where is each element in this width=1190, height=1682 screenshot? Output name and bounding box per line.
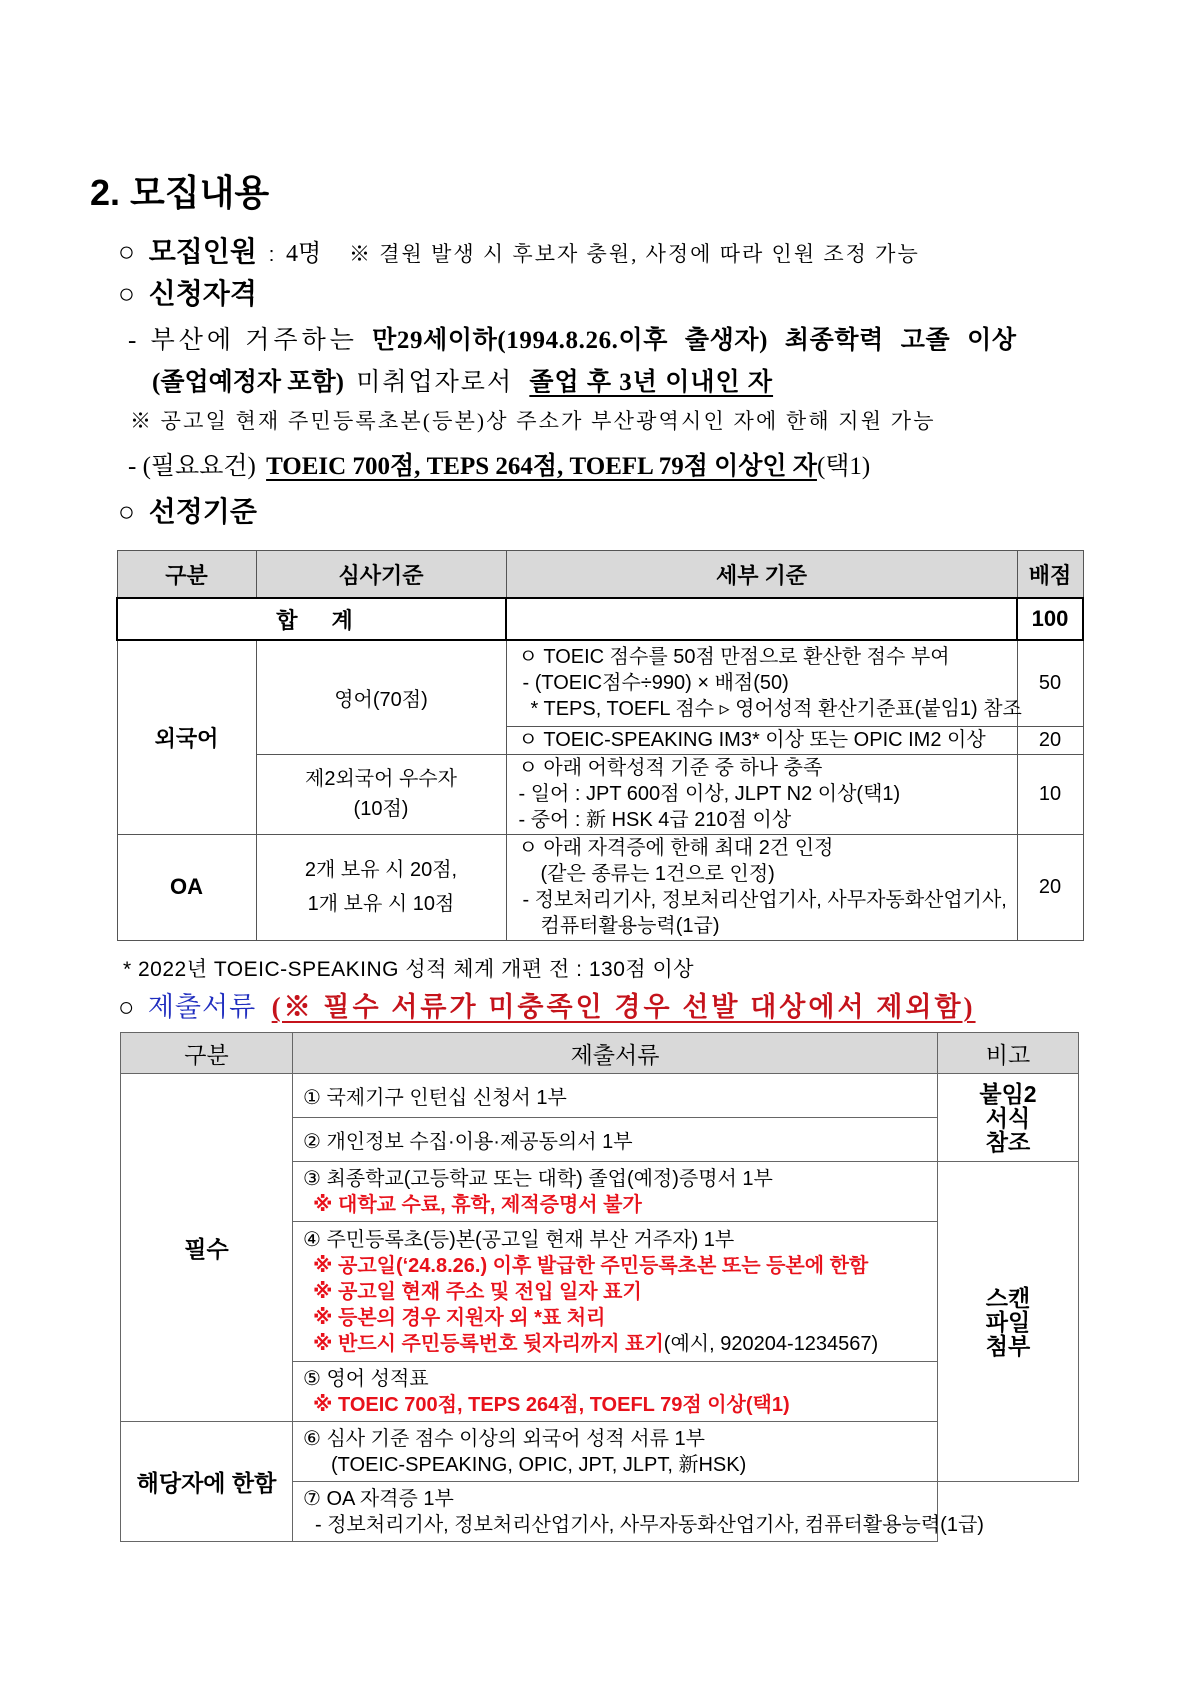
second-language-criteria	[256, 754, 506, 834]
doc-item-4-title: ④ 주민등록초(등)본(공고일 현재 부산 거주자) 1부	[303, 1228, 735, 1251]
section-title: 모집내용	[130, 172, 270, 213]
doc-item-5	[293, 1362, 938, 1422]
second-line-2: - 일어 : JPT 600점 이상, JLPT N2 이상(택1)	[518, 783, 901, 805]
documents-bullet: ○	[118, 992, 135, 1022]
recruit-count: 4명	[286, 241, 322, 267]
selection-footnote: * 2022년 TOEIC-SPEAKING 성적 체계 개편 전 : 130점 이상	[123, 958, 695, 981]
oa-criteria	[256, 834, 506, 940]
documents-table	[120, 1032, 1079, 1542]
eligibility-note: ※ 공고일 현재 주민등록초본(등본)상 주소가 부산광역시인 자에 한해 지원 가능	[130, 409, 936, 433]
selection-header-score: 배점	[1017, 551, 1083, 599]
second-line-3: - 중어 : 新 HSK 4급 210점 이상	[518, 809, 792, 831]
selection-bullet: ○	[118, 496, 135, 527]
selection-header-criteria: 심사기준	[256, 551, 506, 599]
doc-item-4-note-4-bold: ※ 반드시 주민등록번호 뒷자리까지 표기	[313, 1332, 664, 1355]
documents-label: 제출서류	[147, 992, 257, 1022]
oa-criteria-line-1: 2개 보유 시 20점,	[304, 859, 458, 881]
doc-item-1: ① 국제기구 인턴십 신청서 1부	[293, 1074, 938, 1118]
doc-item-4-note-2: ※ 공고일 현재 주소 및 전입 일자 표기	[313, 1280, 642, 1303]
second-language-label: 제2외국어 우수자	[305, 768, 457, 790]
english-score: 50	[1017, 640, 1083, 726]
eligibility-requirement	[128, 446, 870, 482]
oa-line-2: (같은 종류는 1건으로 인정)	[540, 863, 775, 885]
eligibility-req-underlined: TOEIC 700점, TEPS 264점, TOEFL 79점 이상인 자	[266, 453, 817, 480]
recruit-label: 모집인원	[148, 236, 257, 267]
selection-heading	[118, 490, 257, 530]
english-line-3: * TEPS, TOEFL 점수 ▹ 영어성적 환산기준표(붙임1) 참조	[530, 698, 1022, 721]
oa-line-1: ㅇ 아래 자격증에 한해 최대 2건 인정	[518, 837, 834, 859]
oa-score: 20	[1017, 834, 1083, 940]
doc-item-5-title: ⑤ 영어 성적표	[303, 1367, 429, 1390]
eligibility-line1-prefix: - 부산에 거주하는	[128, 327, 358, 354]
selection-header-detail: 세부 기준	[506, 551, 1017, 599]
doc-item-5-note: ※ TOEIC 700점, TEPS 264점, TOEFL 79점 이상(택1)	[313, 1393, 790, 1416]
oa-line-3: - 정보처리기사, 정보처리산업기사, 사무자동화산업기사,	[522, 889, 1007, 911]
section-number: 2.	[90, 172, 121, 213]
recruit-bullet: ○	[118, 236, 135, 267]
eligibility-line1-bold: 만29세이하(1994.8.26.이후 출생자) 최종학력 고졸 이상	[372, 327, 1017, 354]
selection-table	[116, 550, 1084, 941]
eligibility-label: 신청자격	[148, 278, 257, 309]
required-label: 필수	[121, 1074, 293, 1422]
eligibility-line1	[128, 320, 1017, 356]
doc-item-3	[293, 1162, 938, 1222]
documents-header-category: 구분	[121, 1033, 293, 1074]
doc-item-7-title: ⑦ OA 자격증 1부	[303, 1487, 454, 1510]
doc-item-4-note-4-plain: (예시, 920204-1234567)	[663, 1332, 879, 1355]
second-language-points: (10점)	[353, 798, 409, 820]
recruit-row	[118, 230, 920, 270]
total-label: 합 계	[117, 598, 506, 640]
speaking-score: 20	[1017, 726, 1083, 754]
speaking-detail: ㅇ TOEIC-SPEAKING IM3* 이상 또는 OPIC IM2 이상	[506, 726, 1017, 754]
total-detail	[506, 598, 1017, 640]
selection-header-category: 구분	[117, 551, 256, 599]
doc-item-3-title: ③ 최종학교(고등학교 또는 대학) 졸업(예정)증명서 1부	[303, 1167, 773, 1190]
doc-item-2: ② 개인정보 수집·이용·제공동의서 1부	[293, 1118, 938, 1162]
eligibility-heading	[118, 272, 257, 312]
oa-detail	[506, 834, 1017, 940]
selection-label: 선정기준	[148, 496, 257, 527]
doc-item-6	[293, 1422, 938, 1482]
documents-header-docs: 제출서류	[293, 1033, 938, 1074]
oa-label: OA	[117, 834, 256, 940]
english-line-2: - (TOEIC점수÷990) × 배점(50)	[522, 672, 789, 695]
note-attach: 붙임2 서식 참조	[938, 1074, 1079, 1162]
doc-item-7	[293, 1482, 984, 1542]
eligibility-line2-mid: 미취업자로서	[356, 369, 514, 396]
doc-item-4-note-4	[303, 1331, 937, 1357]
documents-header-note: 비고	[938, 1033, 1079, 1074]
note-scan: 스캔 파일 첨부	[938, 1162, 1079, 1482]
second-language-score: 10	[1017, 754, 1083, 834]
english-detail	[506, 640, 1022, 726]
doc-item-4-note-1: ※ 공고일(‘24.8.26.) 이후 발급한 주민등록초본 또는 등본에 한함	[313, 1254, 869, 1277]
doc-item-6-sub: (TOEIC-SPEAKING, OPIC, JPT, JLPT, 新HSK)	[331, 1453, 747, 1476]
doc-item-3-note: ※ 대학교 수료, 휴학, 제적증명서 불가	[313, 1193, 642, 1216]
total-score: 100	[1017, 598, 1083, 640]
eligibility-line2-bold: (졸업예정자 포함)	[152, 369, 344, 396]
doc-item-7-sub: - 정보처리기사, 정보처리산업기사, 사무자동화산업기사, 컴퓨터활용능력(1급)	[315, 1513, 984, 1536]
foreign-language-label: 외국어	[117, 640, 256, 834]
recruit-note: ※ 결원 발생 시 후보자 충원, 사정에 따라 인원 조정 가능	[349, 242, 920, 266]
second-language-detail	[506, 754, 1017, 834]
english-criteria: 영어(70점)	[256, 640, 506, 754]
doc-item-4-note-3: ※ 등본의 경우 지원자 외 *표 처리	[313, 1306, 606, 1329]
eligibility-req-prefix: - (필요요건)	[128, 453, 256, 480]
section-heading	[90, 165, 269, 216]
second-line-1: ㅇ 아래 어학성적 기준 중 하나 충족	[518, 757, 823, 779]
documents-heading	[118, 985, 976, 1024]
eligibility-req-suffix: (택1)	[816, 453, 871, 480]
doc-item-4	[293, 1222, 938, 1362]
eligibility-bullet: ○	[118, 278, 135, 309]
conditional-label: 해당자에 한함	[121, 1422, 293, 1542]
oa-line-4: 컴퓨터활용능력(1급)	[540, 915, 720, 937]
eligibility-line2	[152, 362, 773, 398]
english-line-1: ㅇ TOEIC 점수를 50점 만점으로 환산한 점수 부여	[518, 646, 950, 669]
recruit-colon: :	[268, 244, 275, 266]
oa-criteria-line-2: 1개 보유 시 10점	[307, 893, 455, 915]
eligibility-line2-underlined: 졸업 후 3년 이내인 자	[529, 369, 774, 396]
documents-warning: (※ 필수 서류가 미충족인 경우 선발 대상에서 제외함)	[271, 992, 976, 1022]
doc-item-6-title: ⑥ 심사 기준 점수 이상의 외국어 성적 서류 1부	[303, 1427, 705, 1450]
